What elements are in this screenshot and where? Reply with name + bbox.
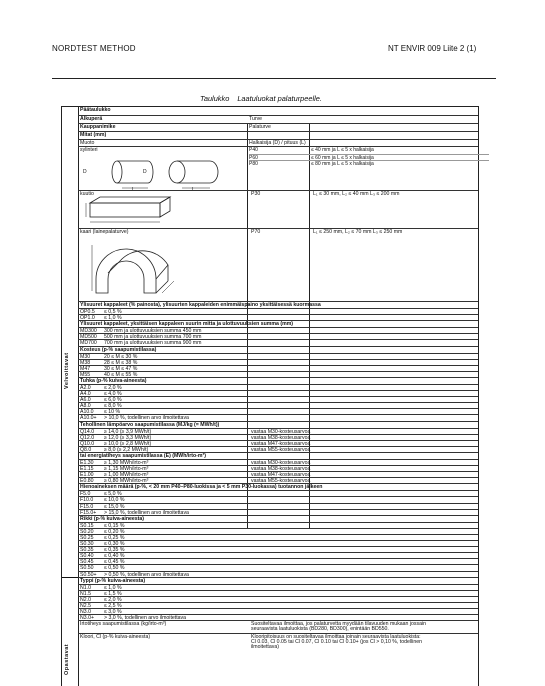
label-kuutio: kuutio (80, 191, 94, 197)
class-value: ≤ 8,0 % (104, 403, 122, 410)
row-hienoaines-item (78, 509, 478, 516)
row-ylisuuret-title (78, 301, 478, 308)
row-muoto (78, 139, 478, 146)
class-code: N1.0 (80, 584, 91, 591)
class-note: vastaa M38-kosteusarvoa (251, 466, 311, 472)
row-kosteus-item (78, 365, 478, 372)
row-mitat (78, 131, 478, 138)
irtotiheys-title: Irtotiheys saapumistilassa (kg/irto-m³) (80, 621, 167, 628)
class-code: E0.80 (80, 478, 94, 485)
class-value: ≥ 1,15 MWh/irto-m³ (104, 466, 149, 472)
row-typpi-item (78, 590, 478, 597)
class-value: ≥ 12,0 (≥ 3,3 MWh/t) (104, 434, 152, 441)
lampoarvo-title: Tehollinen lämpöarvo saapumistilassa (MJ/kg (= MWh/t)) (80, 421, 220, 428)
class-code: S0.15 (80, 522, 94, 529)
class-code: N3.0 (80, 609, 91, 615)
row-tuhka-item (78, 402, 478, 410)
irtotiheys-note: seuraavista laatuluokista (BD280, BD300), enintään BD550. (251, 625, 389, 632)
class-value: ≤ 0,45 % (104, 559, 125, 566)
row-md-item (78, 327, 478, 335)
class-value: 700 mm ja ulottuvuuksien summa 900 mm (104, 340, 202, 347)
header-rule (52, 78, 496, 79)
class-code: N2.0 (80, 596, 91, 603)
rikki-title: Rikki (p-% kuiva-aineesta) (80, 515, 145, 522)
cylinder-class-row (249, 160, 489, 167)
class-value: ≥ 0,80 MWh/irto-m³ (104, 478, 149, 485)
class-code: P80 (249, 161, 258, 167)
class-note: vastaa M55-kosteusarvoa (251, 478, 311, 485)
class-value: ≤ 1,0 % (104, 584, 122, 591)
class-code: S0.20 (80, 528, 94, 535)
class-value: 28 ≤ M ≤ 38 % (104, 359, 138, 366)
class-code: F10.0 (80, 497, 94, 504)
class-value: ≤ 0,25 % (104, 534, 125, 541)
row-rikki-item (78, 564, 478, 572)
class-value: ≤ 15,0 % (104, 503, 125, 510)
value-alkupera: Turve (249, 116, 263, 122)
row-tuhka-item (78, 414, 478, 422)
class-code: N1.5 (80, 590, 91, 597)
row-rikki-title (78, 515, 478, 522)
class-value: ≤ 2,0 % (104, 384, 122, 391)
cyl-d-label-1: D (83, 169, 87, 175)
class-code: MD700 (80, 340, 97, 347)
value-kauppanimike: Palaturve (249, 124, 271, 130)
irtotiheys-note: Suositeltavaa ilmoittaa, jos palaturvetta myydään tilavuuden mukaan jossain (251, 621, 427, 628)
label-muoto: Muoto (80, 140, 95, 146)
kloori-note: ilmoitettava) (251, 644, 279, 651)
class-value: ≤ 2,5 % (104, 602, 122, 609)
row-kosteus-item (78, 353, 478, 360)
row-ylisuuret-item (78, 308, 478, 315)
classification-table (61, 106, 479, 686)
row-kosteus-item (78, 359, 478, 366)
class-code: MD300 (80, 328, 97, 335)
class-value: > 0,50 %, todellinen arvo ilmoitettava (104, 571, 189, 578)
row-tuhka-item (78, 390, 478, 397)
kosteus-title: Kosteus (p-% saapumistilassa) (80, 346, 157, 353)
row-typpi-item (78, 596, 478, 603)
class-code: M47 (80, 365, 91, 372)
class-value: ≥ 10,0 (≥ 2,8 MWh/t) (104, 440, 152, 447)
row-md-title (78, 320, 478, 328)
energia-title: tai energiatiheys saapumistilassa (E) (MWh/irto-m³) (80, 452, 206, 459)
class-code: E1.30 (80, 459, 94, 466)
class-code: Q8.0 (80, 446, 92, 453)
class-code: A10.0 (80, 409, 94, 416)
class-code: A10.0+ (80, 415, 97, 422)
row-typpi-item (78, 584, 478, 591)
row-rikki-item (78, 558, 478, 566)
row-lampoarvo-item (78, 428, 478, 435)
class-value: ≤ 1,0 % (104, 315, 122, 322)
class-value: > 15,0 %, todellinen arvo ilmoitettava (104, 509, 189, 516)
row-lampoarvo-title (78, 421, 478, 428)
class-value: 500 mm ja ulottuvuuksien summa 700 mm (104, 334, 202, 341)
class-note: vastaa M30-kosteusarvoa (251, 459, 311, 466)
class-code: M55 (80, 371, 91, 378)
row-typpi-item (78, 602, 478, 609)
row-typpi-item (78, 608, 478, 615)
row-rikki-item (78, 552, 478, 560)
class-code: N2.5 (80, 602, 91, 609)
class-value: ≥ 14,0 (≥ 3,9 MWh/t) (104, 428, 152, 435)
row-alkupera (78, 115, 478, 122)
class-code: A2.0 (80, 384, 91, 391)
class-value: ≤ 0,35 % (104, 547, 125, 554)
class-value: 20 ≤ M ≤ 30 % (104, 353, 138, 360)
row-energia-item (78, 471, 478, 479)
row-hienoaines-item (78, 496, 478, 504)
side-label-mandatory: Velvoittavat (64, 352, 70, 389)
class-code: Q12.0 (80, 434, 95, 441)
class-value: > 3,0 %, todellinen arvo ilmoitettava (104, 615, 187, 622)
class-value: 40 ≤ M ≤ 55 % (104, 371, 138, 378)
class-note: vastaa M47-kosteusarvoa (251, 472, 311, 479)
class-code: Q14.0 (80, 428, 95, 435)
class-value: ≤ 0,30 % (104, 541, 125, 547)
class-code: N3.0+ (80, 615, 94, 622)
class-code: S0.30 (80, 541, 94, 547)
tuhka-title: Tuhka (p-% kuiva-aineesta) (80, 377, 147, 384)
kloori-note: Klooripitoisuus on suositeltavaa ilmoittaa joinain seuraavista laatuluokista: (251, 634, 421, 641)
row-kauppanimike (78, 123, 478, 130)
class-value: ≤ 0,15 % (104, 522, 125, 529)
arch-class-desc: L₁ ≤ 250 mm, L₂ ≤ 70 mm L₃ ≤ 250 mm (313, 229, 403, 235)
class-value: ≤ 0,40 % (104, 553, 125, 560)
cyl-l-label-1: L (132, 187, 135, 193)
row-tuhka-item (78, 384, 478, 391)
class-code: A8.0 (80, 403, 91, 410)
row-tuhka-title (78, 377, 478, 384)
arch-class-code: P70 (251, 229, 261, 235)
row-lampoarvo-item (78, 446, 478, 453)
row-rikki-item (78, 534, 478, 541)
class-code: A4.0 (80, 391, 91, 397)
row-tuhka-item (78, 408, 478, 416)
class-value: > 10,0 %, todellinen arvo ilmoitettava (104, 415, 189, 422)
cylinder-class-row (249, 147, 489, 153)
class-code: P40 (249, 147, 258, 153)
class-value: ≤ 2,0 % (104, 596, 122, 603)
cyl-l-label-2: L (192, 187, 195, 193)
row-energia-title (78, 452, 478, 459)
row-lampoarvo-item (78, 440, 478, 447)
row-energia-item (78, 465, 478, 472)
row-rikki-item (78, 528, 478, 535)
row-irtotiheys (78, 620, 478, 628)
row-rikki-item (78, 546, 478, 554)
kloori-note: Cl 0.03, Cl 0.05 tai Cl 0.07, Cl 0.10 tai Cl 0.10+ (jos Cl > 0,10 %, todellinen (251, 638, 422, 645)
row-ylisuuret-item (78, 314, 478, 322)
class-value: 30 ≤ M ≤ 47 % (104, 365, 138, 372)
row-rikki-item (78, 522, 478, 529)
label-kauppanimike: Kauppanimike (80, 124, 116, 130)
class-code: E1.00 (80, 472, 94, 479)
header-left: NORDTEST METHOD (52, 44, 136, 53)
class-desc: ≤ 80 mm ja L ≤ 5 x halkaisija (311, 161, 374, 167)
class-value: ≤ 0,50 % (104, 565, 125, 572)
class-desc: ≤ 40 mm ja L ≤ 5 x halkaisija (311, 147, 374, 153)
cube-class-desc: L₁ ≤ 30 mm, L₂ ≤ 40 mm L₃ ≤ 200 mm (313, 191, 400, 197)
label-halkaisija: Halkaisija (D) / pituus (L) (249, 140, 306, 146)
class-code: MD500 (80, 334, 97, 341)
class-value: ≤ 4,0 % (104, 391, 122, 397)
class-note: vastaa M30-kosteusarvoa (251, 428, 311, 435)
label-kaari: kaari (lainepalaturve) (80, 229, 129, 235)
class-code: F5.0 (80, 491, 91, 498)
kloori-title: Kloori, Cl (p-% kuiva-aineesta) (80, 634, 151, 641)
class-code: OP0.5 (80, 309, 95, 315)
class-code: E1.15 (80, 466, 94, 472)
hienoaines-title: Hienoaineksen määrä (p-%, < 20 mm P40–P80-luokissa ja < 5 mm P30-luokassa) tuotannon jälkeen (80, 484, 323, 491)
table-caption (200, 94, 322, 103)
class-note: vastaa M55-kosteusarvoa (251, 446, 311, 453)
cyl-d-label-2: D (143, 169, 147, 175)
class-code: Q10.0 (80, 440, 95, 447)
ylisuuret-title: Ylisuuret kappaleet (% painosta), ylisuurten kappaleiden enimmäispaino yksittäisessä kuormassa (80, 302, 321, 308)
row-kosteus-item (78, 371, 478, 378)
class-value: ≤ 1,5 % (104, 590, 122, 597)
class-code: S0.50 (80, 565, 94, 572)
row-energia-item (78, 459, 478, 466)
class-value: ≤ 5,0 % (104, 491, 122, 498)
row-kosteus-title (78, 346, 478, 353)
row-md-item (78, 339, 478, 347)
class-value: ≥ 8,0 (≥ 2,2 MWh/t) (104, 446, 149, 453)
class-value: ≤ 6,0 % (104, 397, 122, 404)
class-code: P60 (249, 154, 258, 161)
md-title: Ylisuuret kappaleet, yksittäisen kappaleen suurin mitta ja ulottuvuuksien summa (mm) (80, 321, 294, 328)
row-typpi-title (78, 577, 478, 584)
class-code: M30 (80, 353, 91, 360)
class-code: S0.25 (80, 534, 94, 541)
row-md-item (78, 333, 478, 341)
class-code: OP1.0 (80, 315, 95, 322)
class-value: ≤ 0,5 % (104, 309, 122, 315)
class-code: S0.35 (80, 547, 94, 554)
row-tuhka-item (78, 396, 478, 404)
label-mitat: Mitat (mm) (80, 132, 107, 138)
row-hienoaines-item (78, 503, 478, 510)
row-kloori (78, 633, 478, 641)
class-value: ≥ 1,30 MWh/irto-m³ (104, 459, 149, 466)
header-right: NT ENVIR 009 Liite 2 (1) (388, 44, 477, 53)
class-code: S0.40 (80, 553, 94, 560)
class-code: M38 (80, 359, 91, 366)
class-code: S0.45 (80, 559, 94, 566)
row-rikki-item (78, 571, 478, 578)
class-value: ≥ 1,00 MWh/irto-m³ (104, 472, 149, 479)
typpi-title: Typpi (p-% kuiva-aineesta) (80, 577, 146, 584)
label-alkupera: Alkuperä (80, 116, 103, 122)
class-code: F15.0+ (80, 509, 97, 516)
row-energia-item (78, 477, 478, 485)
row-rikki-item (78, 540, 478, 547)
class-value: ≤ 0,20 % (104, 528, 125, 535)
row-typpi-item (78, 614, 478, 622)
row-lampoarvo-item (78, 434, 478, 441)
class-code: F15.0 (80, 503, 94, 510)
label-sylinteri: sylinteri (80, 147, 98, 153)
class-code: A6.0 (80, 397, 91, 404)
class-value: ≤ 3,0 % (104, 609, 122, 615)
class-note: vastaa M47-kosteusarvoa (251, 440, 311, 447)
side-label-guiding: Opastavat (64, 643, 70, 675)
row-hienoaines-item (78, 490, 478, 498)
class-value: ≤ 10 % (104, 409, 121, 416)
class-code: S0.50+ (80, 571, 97, 578)
class-value: 300 mm ja ulottuvuuksien summa 450 mm (104, 328, 202, 335)
label-paataulukko: Päätaulukko (80, 107, 111, 113)
cube-class-code: P30 (251, 191, 261, 197)
caption-number: Taulukko (200, 94, 230, 103)
row-hienoaines-title (78, 483, 478, 491)
class-value: ≤ 10,0 % (104, 497, 125, 504)
class-note: vastaa M38-kosteusarvoa (251, 434, 311, 441)
class-desc: ≤ 60 mm ja L ≤ 5 x halkaisija (311, 154, 374, 161)
caption-title: Laatuluokat palaturpeelle. (237, 94, 322, 103)
